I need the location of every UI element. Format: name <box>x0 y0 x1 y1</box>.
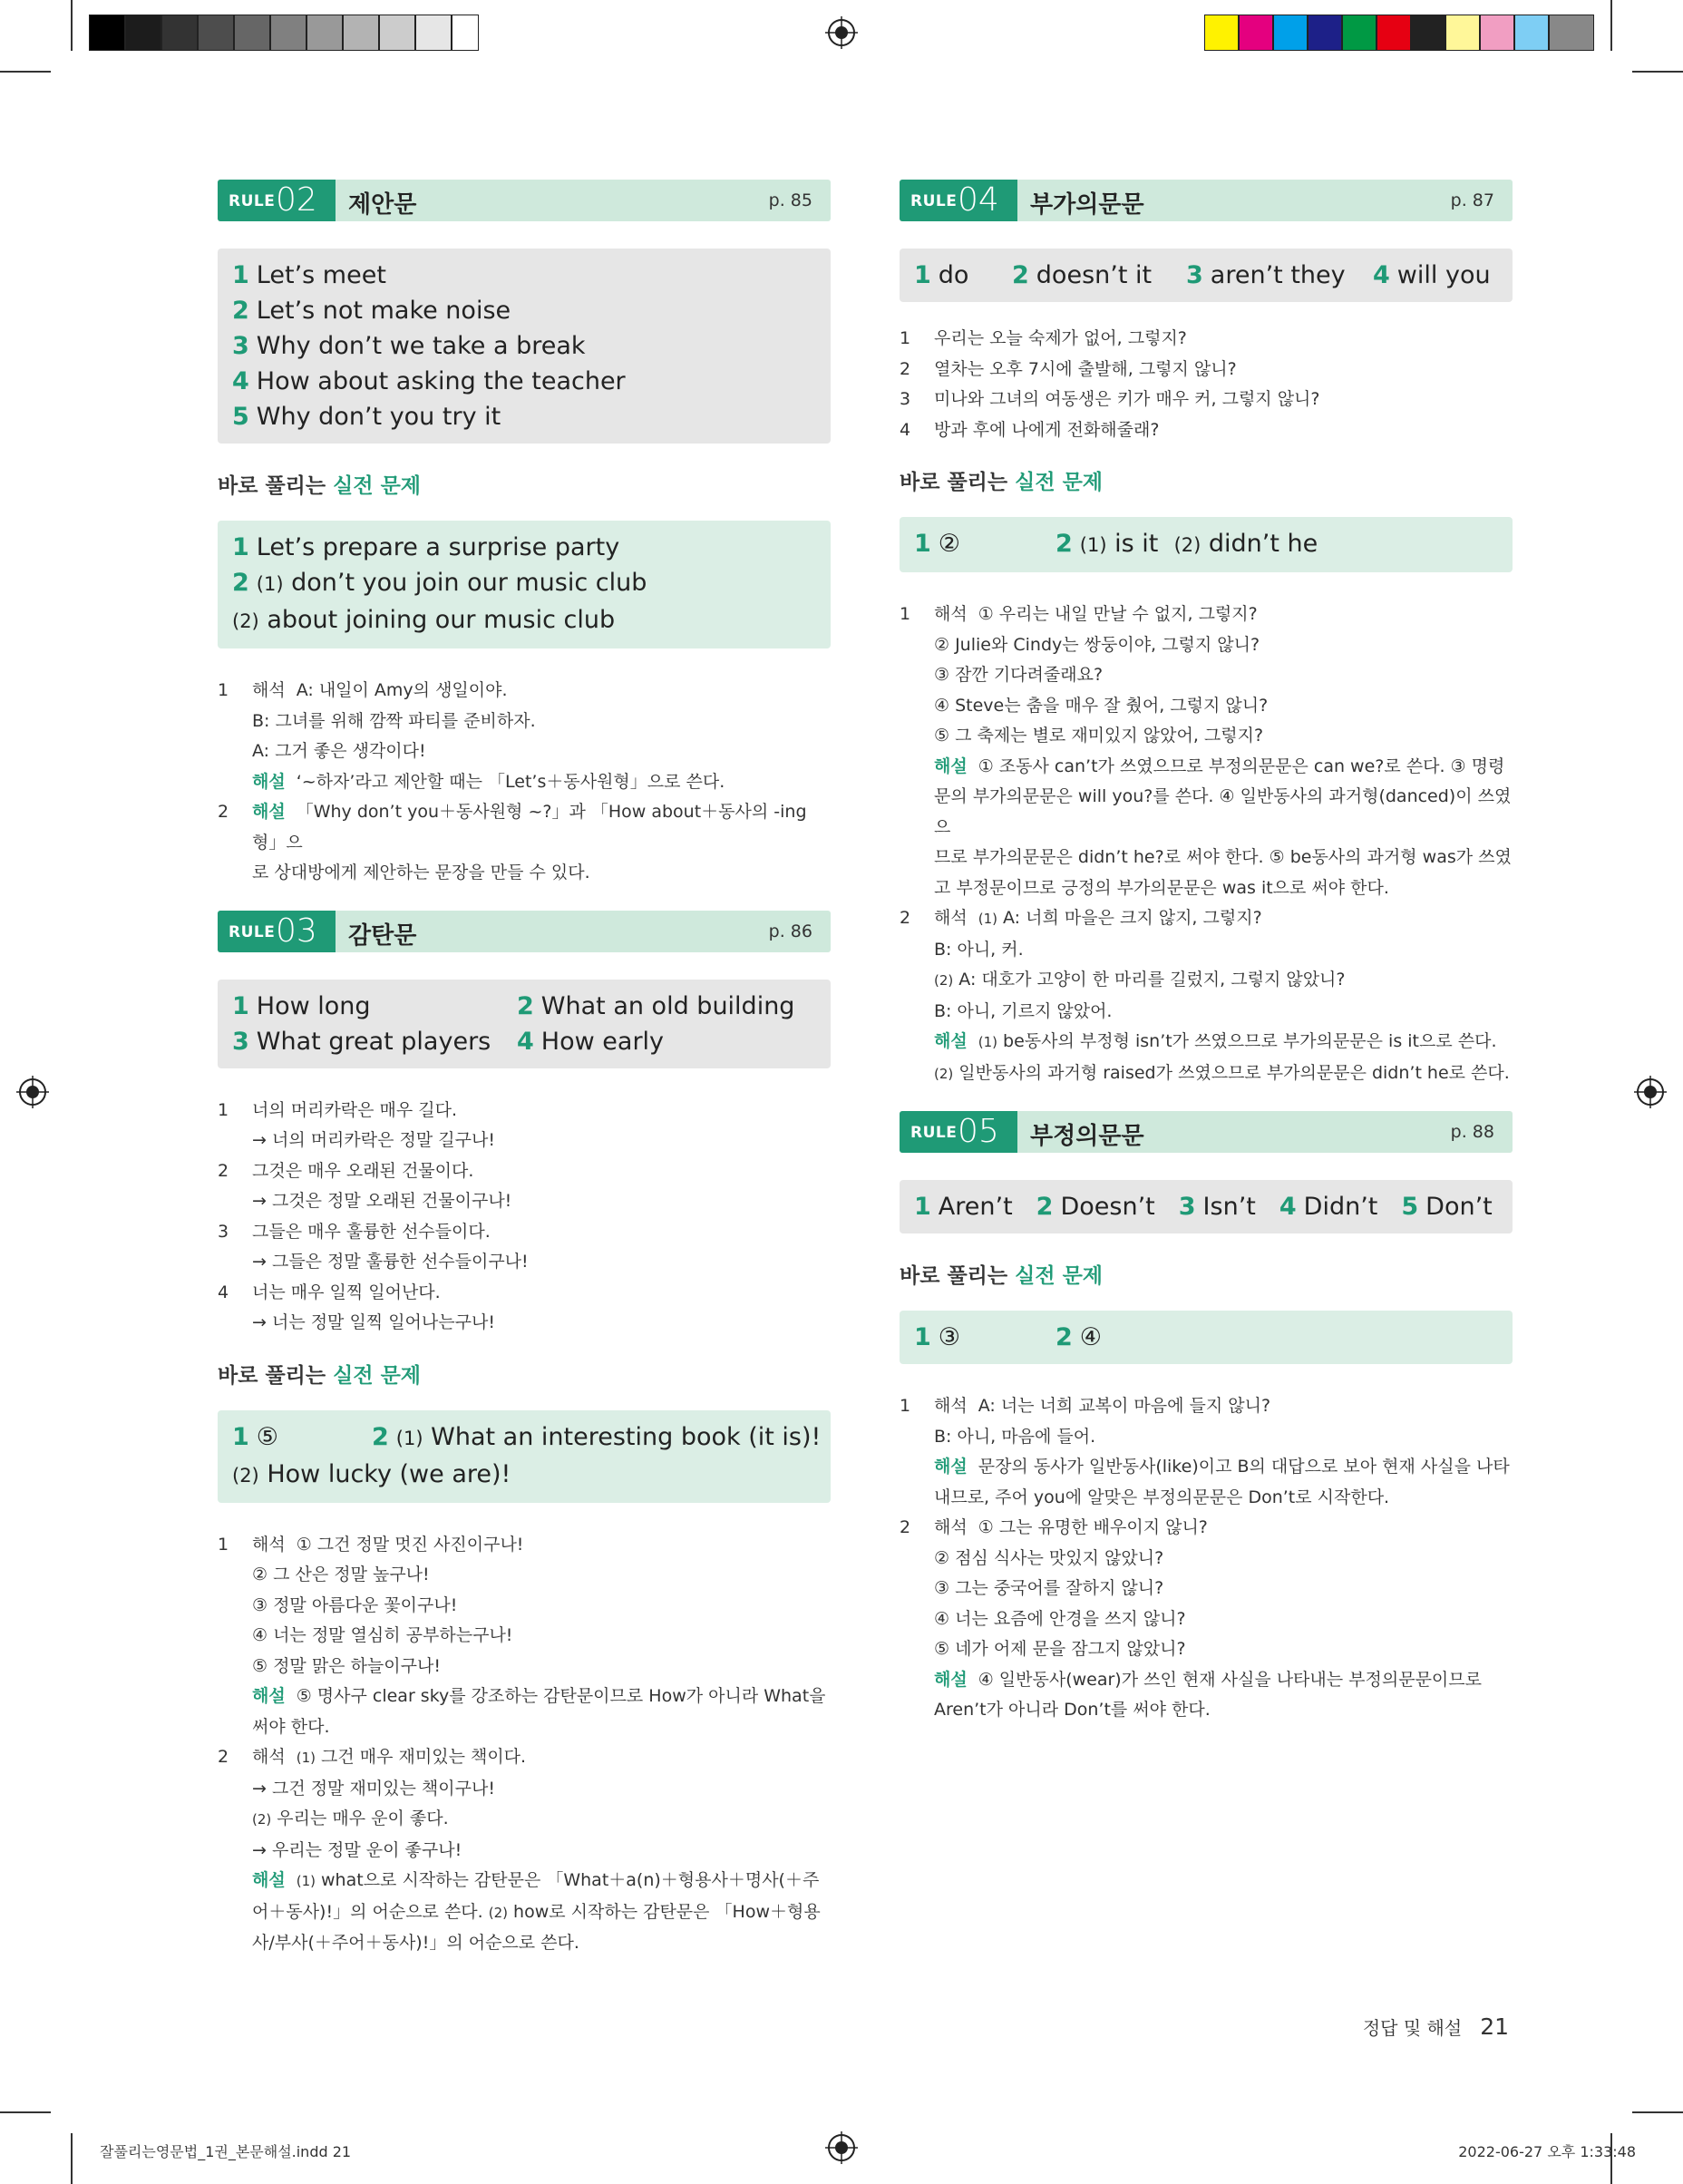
rule-header <box>900 180 1513 221</box>
crop-mark <box>71 0 73 51</box>
answer-item: 3 Why don’t we take a break <box>232 332 586 360</box>
page-footer <box>1363 2013 1509 2040</box>
rule-number: 02 <box>276 181 317 219</box>
explanation: 1 해석 A: 너는 너희 교복이 마음에 들지 않니? B: 아니, 마음에 들어. 해설 문장의 동사가 일반동사(like)이고 B의 대답으로 보아 현재 사실을 나타 내므로, 주어 you에 알맞은 부정의문문은 Don’t로 시작한다. 2 해석 ① 그는 유명한 배우이지 않니? ② 점심 식사는 맛있지 않았니? ③ 그는 중국어를 잘하지 않니? ④ 너는 요즘에 안경을 쓰지 않니? ⑤ 네가 어제 문을 잠그지 않았니? 해설 ④ 일반동사(wear)가 쓰인 현재 사실을 나타내는 부정의문문이므로 Aren’t가 아니라 Don’t를 써야 한다. <box>900 1396 1510 1720</box>
translation-list: 1 너의 머리카락은 매우 길다. → 너의 머리카락은 정말 길구나! 2 그것은 매우 오래된 건물이다. → 그것은 정말 오래된 건물이구나! 3 그들은 매우 훌륭한 선수들이다. → 그들은 정말 훌륭한 선수들이구나! 4 너는 매우 일찍 일어난다. → 너는 정말 일찍 일어나는구나! <box>218 1099 529 1332</box>
crop-mark <box>71 2133 73 2184</box>
rule-tag: RULE 05 <box>900 1111 1017 1153</box>
slug-date: 2022-06-27 오후 1:33:48 <box>1458 2143 1636 2160</box>
footer-section-label: 정답 및 해설 <box>1362 2017 1463 2039</box>
slug-file-name: 잘풀리는영문법_1권_본문해설.indd 21 <box>100 2143 352 2160</box>
practice-heading: 바로 풀리는 실전 문제 <box>900 1264 1104 1288</box>
explanation: 1 해석 A: 내일이 Amy의 생일이야. B: 그녀를 위해 깜짝 파티를 준비하자. A: 그거 좋은 생각이다! 해설 ‘~하자’라고 제안할 때는 「Let’s＋동사원형」으로 쓴다. 2 해설 「Why don’t you＋동사원형 ~?」과 「How about＋동사의 -ing형」으 로 상대방에게 제안하는 문장을 만들 수 있다. <box>218 680 807 882</box>
rule-label: RULE <box>229 192 276 210</box>
translation-list: 1 우리는 오늘 숙제가 없어, 그렇지? 2 열차는 오후 7시에 출발해, 그렇지 않니? 3 미나와 그녀의 여동생은 키가 매우 커, 그렇지 않니? 4 방과 후에 나에게 전화해줄래? <box>900 328 1320 440</box>
rule-tag <box>218 180 336 221</box>
crop-mark <box>1610 0 1612 51</box>
rule-header <box>218 180 831 221</box>
rule-page-ref: p. 87 <box>1450 190 1494 210</box>
practice-answer-box: 1 ⑤ 2 (1) What an interesting book (it is)! (2) How lucky (we are)! <box>218 1410 831 1503</box>
rule-05-section <box>900 1111 1513 1726</box>
answer-item: 2 Let’s not make noise <box>232 297 511 325</box>
rule-02-section <box>218 180 831 889</box>
rule-header <box>900 1111 1513 1153</box>
crop-mark <box>1632 71 1683 73</box>
practice-answer-box: 1 ③ 2 ④ <box>900 1311 1513 1364</box>
left-column <box>218 180 831 1981</box>
right-column <box>900 180 1513 1748</box>
answer-box: 1 Aren’t 2 Doesn’t 3 Isn’t 4 Didn’t 5 Don’t <box>900 1180 1513 1233</box>
answer-box <box>218 249 831 444</box>
registration-mark-icon <box>825 16 858 49</box>
practice-heading: 바로 풀리는 실전 문제 <box>218 474 422 498</box>
explanation: 1 해석 ① 그건 정말 멋진 사진이구나! ② 그 산은 정말 높구나! ③ 정말 아름다운 꽃이구나! ④ 너는 정말 열심히 공부하는구나! ⑤ 정말 맑은 하늘이구나! 해설 ⑤ 명사구 clear sky를 강조하는 감탄문이므로 How가 아니라 What을 써야 한다. 2 해석 (1) 그건 매우 재미있는 책이다. → 그건 정말 재미있는 책이구나! (2) 우리는 매우 운이 좋다. → 우리는 정말 운이 좋구나! 해설 (1) what으로 시작하는 감탄문은 「What＋a(n)＋형용사＋명사(＋주 어＋동사)!」의 어순으로 쓴다. (2) how로 시작하는 감탄문은 「How＋형용 사/부사(＋주어＋동사)!」의 어순으로 쓴다. <box>218 1534 826 1953</box>
crop-mark <box>0 71 51 73</box>
rule-04-section <box>900 180 1513 1089</box>
crop-mark <box>1632 2111 1683 2113</box>
practice-answer-box: 1 Let’s prepare a surprise party 2 (1) don’t you join our music club (2) about joining our music club <box>218 521 831 648</box>
registration-mark-icon <box>16 1076 49 1108</box>
registration-mark-icon <box>1634 1076 1667 1108</box>
rule-03-section <box>218 911 831 1959</box>
rule-tag: RULE 03 <box>218 911 336 952</box>
practice-heading: 바로 풀리는 실전 문제 <box>900 471 1104 494</box>
practice-answer-box: 1 ② 2 (1) is it (2) didn’t he <box>900 517 1513 572</box>
answer-item: 1 Let’s meet <box>232 261 386 289</box>
rule-page-ref: p. 88 <box>1450 1122 1494 1142</box>
rule-header <box>218 911 831 952</box>
answer-box: 1 How long 2 What an old building 3 What great players 4 How early <box>218 980 831 1068</box>
crop-mark <box>0 2111 51 2113</box>
registration-mark-icon <box>825 2131 858 2164</box>
answer-box: 1 do 2 doesn’t it 3 aren’t they 4 will you <box>900 249 1513 302</box>
rule-page-ref: p. 86 <box>768 921 812 941</box>
rule-title: 감탄문 <box>348 921 417 950</box>
explanation: 1 해석 ① 우리는 내일 만날 수 없지, 그렇지? ② Julie와 Cindy는 쌍둥이야, 그렇지 않니? ③ 잠깐 기다려줄래요? ④ Steve는 춤을 매우 잘 췄어, 그렇지 않니? ⑤ 그 축제는 별로 재미있지 않았어, 그렇지? 해설 ① 조동사 can’t가 쓰였으므로 부정의문문은 can we?로 쓴다. ③ 명령 문의 부가의문문은 will you?를 쓴다. ④ 일반동사의 과거형(danced)이 쓰였으 므로 부가의문문은 didn’t he?로 써야 한다. ⑤ be동사의 과거형 was가 쓰였 고 부정문이므로 긍정의 부가의문문은 was it으로 써야 한다. 2 해석 (1) A: 너희 마을은 크지 않지, 그렇지? B: 아니, 커. (2) A: 대호가 고양이 한 마리를 길렀지, 그렇지 않았니? B: 아니, 기르지 않았어. 해설 (1) be동사의 부정형 isn’t가 쓰였으므로 부가의문문은 is it으로 쓴다. (2) 일반동사의 과거형 raised가 쓰였으므로 부가의문문은 didn’t he로 쓴다. <box>900 604 1512 1083</box>
rule-title: 부정의문문 <box>1030 1123 1144 1150</box>
rule-title: 부가의문문 <box>1030 191 1144 219</box>
rule-tag: RULE 04 <box>900 180 1017 221</box>
rule-page-ref: p. 85 <box>768 190 812 210</box>
rule-title: 제안문 <box>348 191 417 219</box>
answer-item: 4 How about asking the teacher <box>232 367 626 395</box>
practice-heading: 바로 풀리는 실전 문제 <box>218 1363 422 1388</box>
page-number: 21 <box>1480 2013 1509 2040</box>
answer-item: 5 Why don’t you try it <box>232 403 501 431</box>
